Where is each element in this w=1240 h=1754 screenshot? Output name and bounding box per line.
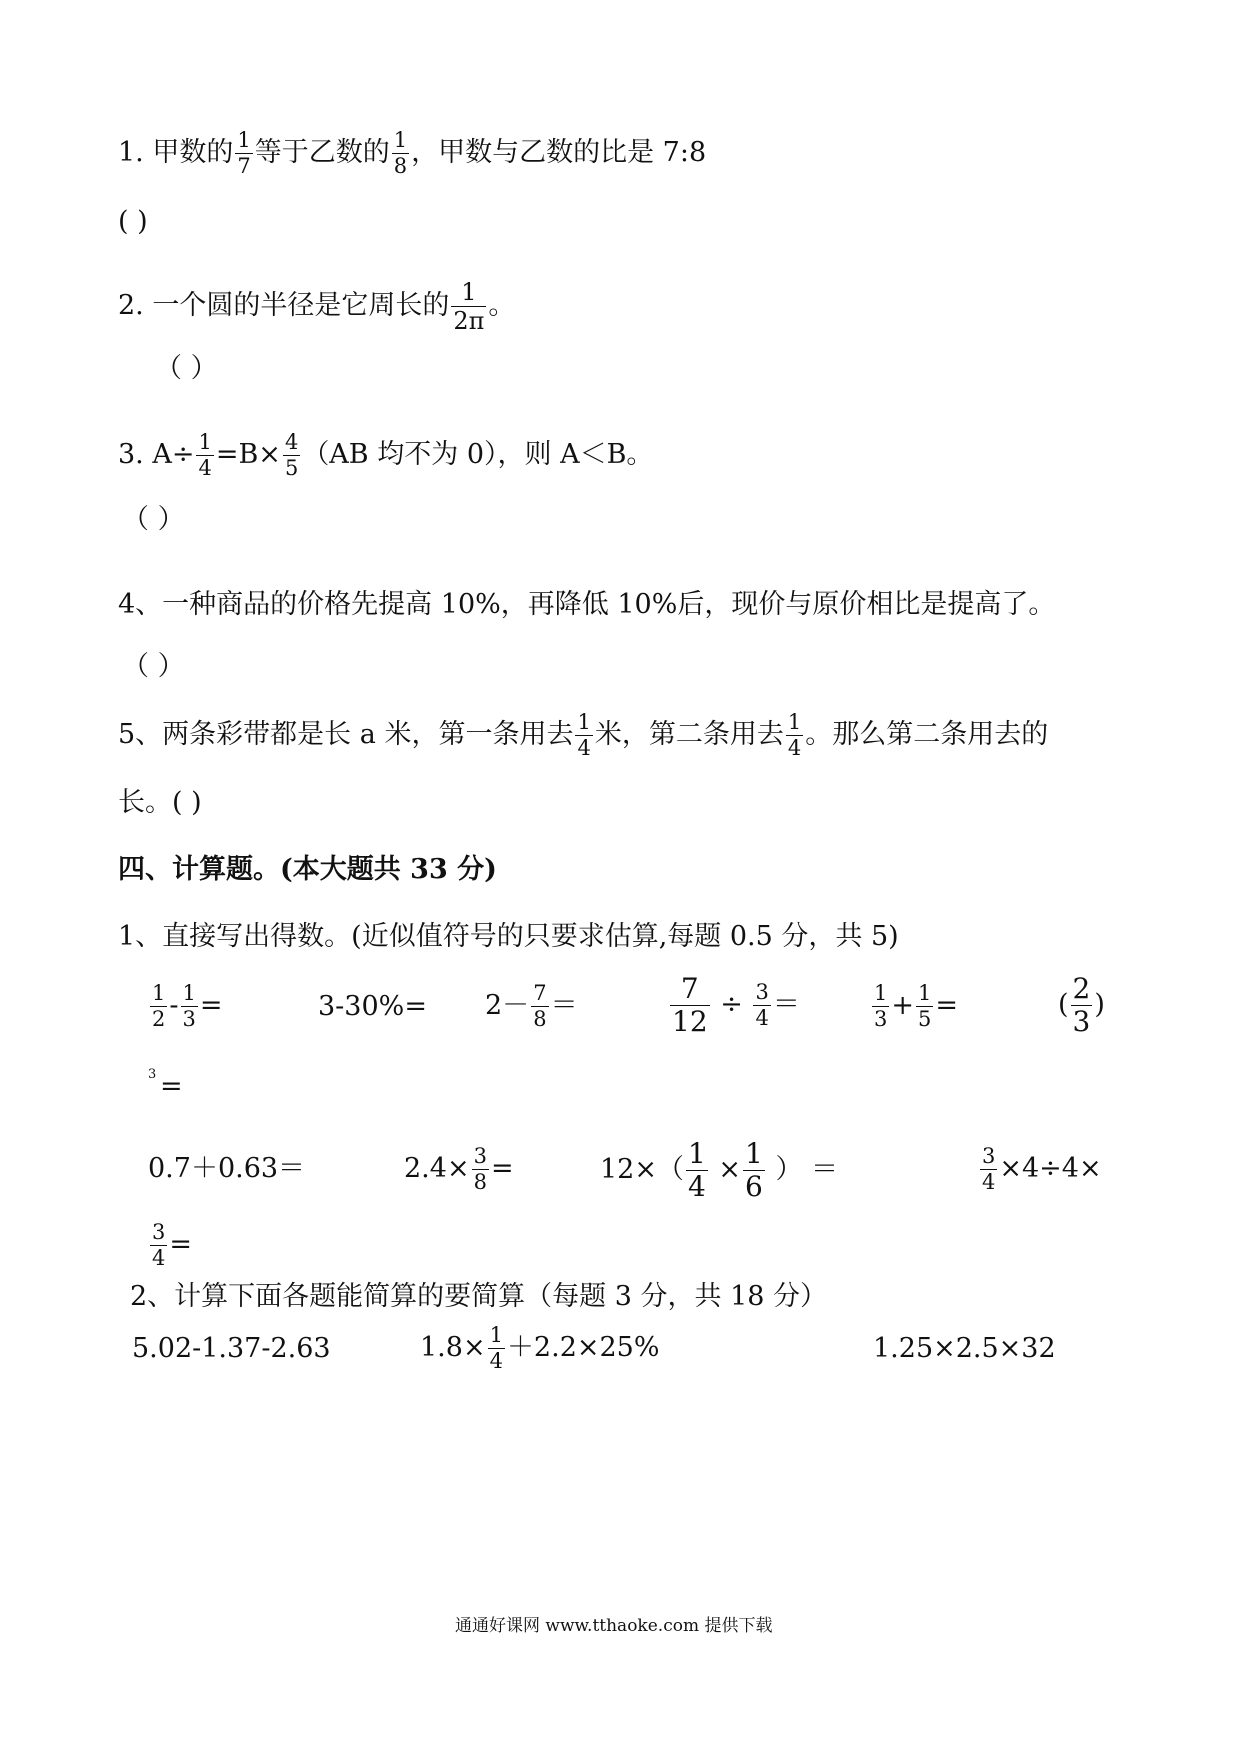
calc-2a: 0.7＋0.63＝ [148, 1153, 306, 1184]
q1-text-b: 等于乙数的 [254, 137, 390, 168]
q3-fraction-1: $\frac{1}{4}$ [198, 430, 212, 480]
calc-1f-open: ( [1058, 989, 1069, 1020]
question-3 [118, 432, 653, 479]
q3-text-b: =B× [215, 439, 281, 470]
calc-2c-post: ） ＝ [766, 1154, 839, 1185]
q4-answer-parens: （ ） [122, 651, 185, 682]
calc-2d-continued [148, 1222, 192, 1269]
section-4-heading: 四、计算题。(本大题共 33 分) [118, 854, 497, 885]
section-4-sub1: 1、直接写出得数。(近似值符号的只要求估算,每题 0.5 分，共 5) [118, 921, 899, 952]
q5-text-c: 。那么第二条用去的 [805, 719, 1049, 750]
q5-fraction-2: $\frac{1}{4}$ [787, 710, 802, 760]
calc-1d-op: ÷ [711, 989, 752, 1020]
section-4-sub2: 2、计算下面各题能简算的要简算（每题 3 分，共 18 分） [130, 1281, 828, 1312]
calc-2d [978, 1146, 1102, 1193]
calc-2b-eq: = [490, 1153, 514, 1184]
calc-2c-mul: × [709, 1154, 742, 1185]
calc-1c [485, 983, 578, 1030]
calc-1f-frac: $\frac{2}{3}$ [1072, 972, 1091, 1038]
footer-credit: 通通好课网 www.tthaoke.com 提供下载 [455, 1616, 773, 1636]
calc-1a [148, 983, 223, 1030]
calc-1f-close: ) [1094, 989, 1105, 1020]
calc-1e-eq: = [935, 990, 958, 1021]
calc-2b [404, 1146, 514, 1193]
calc-1a-frac-2: $\frac{1}{3}$ [182, 981, 196, 1031]
q3-answer-parens: （ ） [122, 504, 185, 535]
calc-1a-op: - [169, 990, 179, 1021]
calc-1e [870, 983, 958, 1030]
q1-fraction-2: $\frac{1}{8}$ [393, 128, 408, 178]
calc-3b [420, 1325, 660, 1372]
calc-1d-frac-2: $\frac{3}{4}$ [755, 980, 769, 1030]
calc-1f-exponent: 3 [148, 1067, 157, 1082]
calc-1e-op: + [891, 990, 914, 1021]
calc-3b-frac: $\frac{1}{4}$ [489, 1323, 503, 1373]
calc-2c [600, 1137, 839, 1203]
calc-3a: 5.02-1.37-2.63 [132, 1333, 331, 1364]
question-2 [118, 280, 515, 333]
q5-fraction-1: $\frac{1}{4}$ [577, 710, 591, 760]
calc-1c-pre: 2－ [485, 990, 530, 1021]
calc-2b-frac: $\frac{3}{8}$ [473, 1144, 487, 1194]
calc-3b-post: ＋2.2×25% [506, 1332, 660, 1363]
calc-1f-eq: = [160, 1071, 183, 1102]
q3-text-c: （AB 均不为 0），则 A＜B。 [302, 439, 654, 470]
calc-3c: 1.25×2.5×32 [873, 1333, 1056, 1364]
calc-1d-eq: ＝ [772, 989, 800, 1020]
calc-2d-frac-2: $\frac{3}{4}$ [152, 1220, 166, 1270]
calc-1d [668, 972, 800, 1038]
q5-line-2: 长。( ) [118, 787, 202, 818]
q2-fraction: $\frac{1}{2\pi}$ [453, 278, 485, 335]
calc-2d-frac: $\frac{3}{4}$ [982, 1144, 996, 1194]
calc-2d-eq: = [169, 1229, 192, 1260]
calc-1e-frac-1: $\frac{1}{3}$ [874, 981, 888, 1031]
calc-2d-mid: ×4÷4× [999, 1153, 1102, 1184]
calc-1a-eq: = [199, 990, 223, 1021]
calc-1c-eq: ＝ [550, 990, 578, 1021]
q2-answer-parens: （ ） [155, 353, 218, 384]
q5-text-b: 米，第二条用去 [594, 719, 784, 750]
calc-2c-frac-2: $\frac{1}{6}$ [745, 1137, 763, 1203]
q1-text-a: 1. 甲数的 [118, 137, 234, 168]
q3-text-a: 3. A÷ [118, 439, 195, 470]
calc-1d-frac-1: $\frac{7}{12}$ [672, 972, 708, 1038]
q2-text-b: 。 [488, 290, 516, 321]
calc-1c-frac: $\frac{7}{8}$ [533, 981, 547, 1031]
calc-2b-pre: 2.4× [404, 1153, 470, 1184]
calc-1f [1058, 972, 1105, 1038]
q1-fraction-1: $\frac{1}{7}$ [237, 128, 251, 178]
calc-1b: 3-30%= [318, 991, 427, 1022]
calc-3b-pre: 1.8× [420, 1332, 486, 1363]
question-4: 4、一种商品的价格先提高 10%，再降低 10%后，现价与原价相比是提高了。 [118, 589, 1056, 620]
question-5 [118, 712, 1048, 759]
q2-text-a: 2. 一个圆的半径是它周长的 [118, 290, 450, 321]
question-1 [118, 130, 706, 177]
q1-text-c: ，甲数与乙数的比是 7:8 [411, 137, 707, 168]
calc-1e-frac-2: $\frac{1}{5}$ [918, 981, 932, 1031]
q5-text-a: 5、两条彩带都是长 a 米，第一条用去 [118, 719, 574, 750]
calc-2c-pre: 12×（ [600, 1154, 684, 1185]
q1-answer-parens: ( ) [118, 206, 148, 237]
calc-1a-frac-1: $\frac{1}{2}$ [152, 981, 166, 1031]
q3-fraction-2: $\frac{4}{5}$ [284, 430, 299, 480]
calc-2c-frac-1: $\frac{1}{4}$ [687, 1137, 706, 1203]
